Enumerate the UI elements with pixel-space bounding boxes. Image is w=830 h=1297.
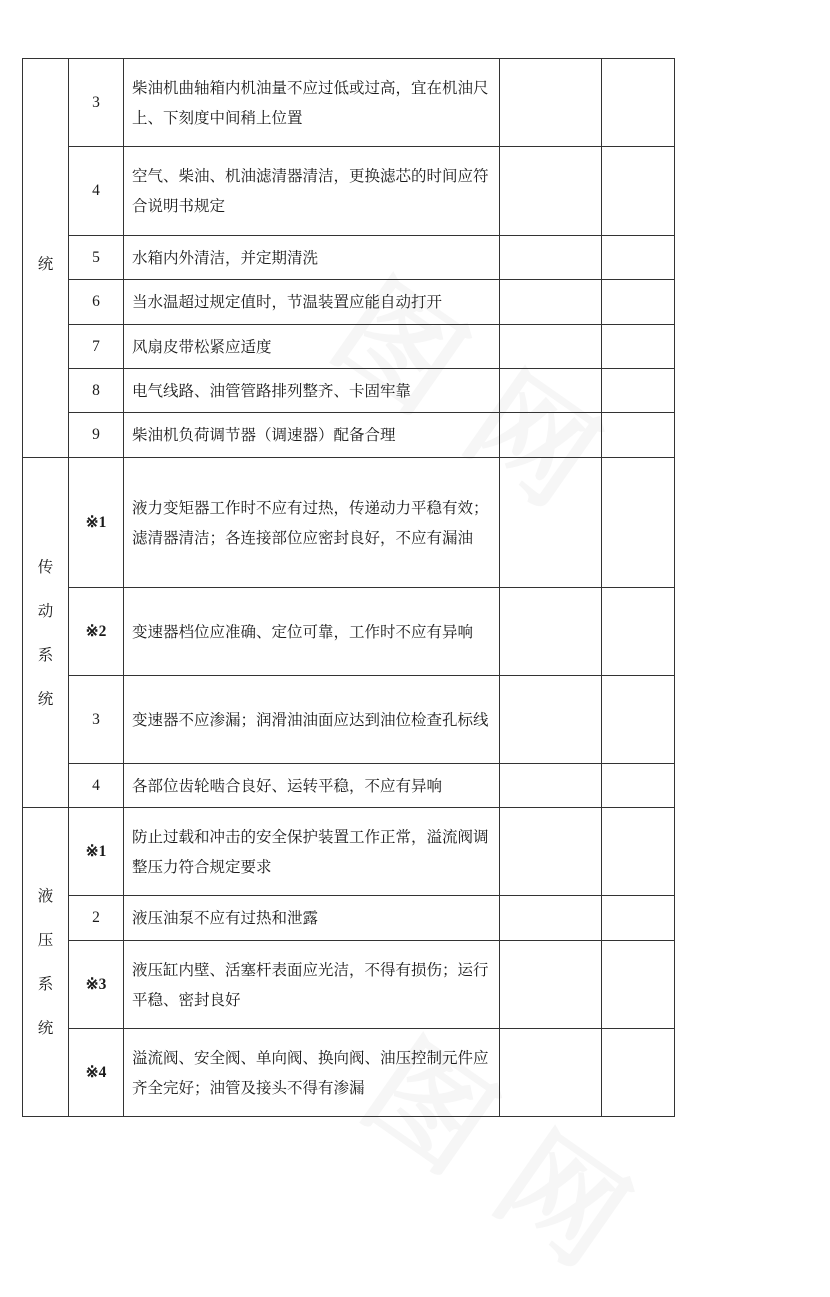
item-requirement: 空气、柴油、机油滤清器清洁，更换滤芯的时间应符合说明书规定 [124,147,500,236]
group-cell [23,808,69,1117]
item-requirement: 液压油泵不应有过热和泄露 [124,896,500,941]
group-name-char: 动 [37,601,54,620]
group-name-char: 系 [37,975,54,993]
item-number: 4 [69,764,124,808]
item-number: 4 [69,147,124,236]
remark-cell[interactable] [602,147,675,236]
item-requirement: 当水温超过规定值时，节温装置应能自动打开 [124,280,500,325]
item-number: 6 [69,280,124,325]
item-number: 3 [69,59,124,147]
item-requirement: 防止过载和冲击的安全保护装置工作正常，溢流阀调整压力符合规定要求 [124,808,500,896]
item-requirement: 变速器不应渗漏；润滑油油面应达到油位检查孔标线 [124,676,500,764]
result-cell[interactable] [500,1029,602,1117]
inspection-checklist-table [22,58,675,1117]
remark-cell[interactable] [602,280,675,325]
table-row [23,325,675,369]
group-cell [23,458,69,808]
group-name-char: 统 [37,689,54,708]
item-requirement: 变速器档位应准确、定位可靠，工作时不应有异响 [124,588,500,676]
group-name-char: 压 [37,931,54,949]
result-cell[interactable] [500,458,602,588]
result-cell[interactable] [500,147,602,236]
remark-cell[interactable] [602,325,675,369]
remark-cell[interactable] [602,369,675,413]
table-row [23,941,675,1029]
item-requirement: 水箱内外清洁，并定期清洗 [124,236,500,280]
table-row [23,896,675,941]
table-row [23,808,675,896]
table-row [23,588,675,676]
item-requirement: 电气线路、油管管路排列整齐、卡固牢靠 [124,369,500,413]
item-requirement: 风扇皮带松紧应适度 [124,325,500,369]
item-number: 8 [69,369,124,413]
group-cell [23,59,69,458]
item-number: ※3 [69,941,124,1029]
result-cell[interactable] [500,764,602,808]
result-cell[interactable] [500,588,602,676]
result-cell[interactable] [500,941,602,1029]
group-name-char: 统 [37,255,54,273]
table-row [23,280,675,325]
result-cell[interactable] [500,676,602,764]
remark-cell[interactable] [602,236,675,280]
item-number: ※4 [69,1029,124,1117]
remark-cell[interactable] [602,676,675,764]
item-number: 7 [69,325,124,369]
group-name [23,242,68,286]
group-name-char: 传 [37,557,54,576]
remark-cell[interactable] [602,896,675,941]
remark-cell[interactable] [602,588,675,676]
result-cell[interactable] [500,808,602,896]
table-row [23,369,675,413]
item-number: 9 [69,413,124,458]
remark-cell[interactable] [602,458,675,588]
item-number: 2 [69,896,124,941]
group-name-char: 液 [37,887,54,905]
checklist-body [23,59,675,1117]
remark-cell[interactable] [602,413,675,458]
group-name-char: 统 [37,1019,54,1037]
remark-cell[interactable] [602,764,675,808]
result-cell[interactable] [500,369,602,413]
group-name [23,874,68,1050]
table-row [23,413,675,458]
item-number: 3 [69,676,124,764]
remark-cell[interactable] [602,1029,675,1117]
table-row [23,764,675,808]
result-cell[interactable] [500,896,602,941]
item-requirement: 柴油机负荷调节器（调速器）配备合理 [124,413,500,458]
item-requirement: 各部位齿轮啮合良好、运转平稳，不应有异响 [124,764,500,808]
result-cell[interactable] [500,280,602,325]
table-row [23,458,675,588]
result-cell[interactable] [500,236,602,280]
item-requirement: 溢流阀、安全阀、单向阀、换向阀、油压控制元件应齐全完好；油管及接头不得有渗漏 [124,1029,500,1117]
table-row [23,236,675,280]
item-requirement: 柴油机曲轴箱内机油量不应过低或过高，宜在机油尺上、下刻度中间稍上位置 [124,59,500,147]
table-row [23,147,675,236]
table-row [23,59,675,147]
group-name-char: 系 [37,645,54,664]
remark-cell[interactable] [602,941,675,1029]
result-cell[interactable] [500,59,602,147]
item-number: ※1 [69,808,124,896]
group-name [23,545,68,721]
table-row [23,676,675,764]
result-cell[interactable] [500,325,602,369]
remark-cell[interactable] [602,808,675,896]
item-number: 5 [69,236,124,280]
remark-cell[interactable] [602,59,675,147]
item-requirement: 液压缸内壁、活塞杆表面应光洁，不得有损伤；运行平稳、密封良好 [124,941,500,1029]
result-cell[interactable] [500,413,602,458]
item-number: ※2 [69,588,124,676]
item-requirement: 液力变矩器工作时不应有过热，传递动力平稳有效；滤清器清洁；各连接部位应密封良好，不应有漏油 [124,458,500,588]
table-row [23,1029,675,1117]
item-number: ※1 [69,458,124,588]
